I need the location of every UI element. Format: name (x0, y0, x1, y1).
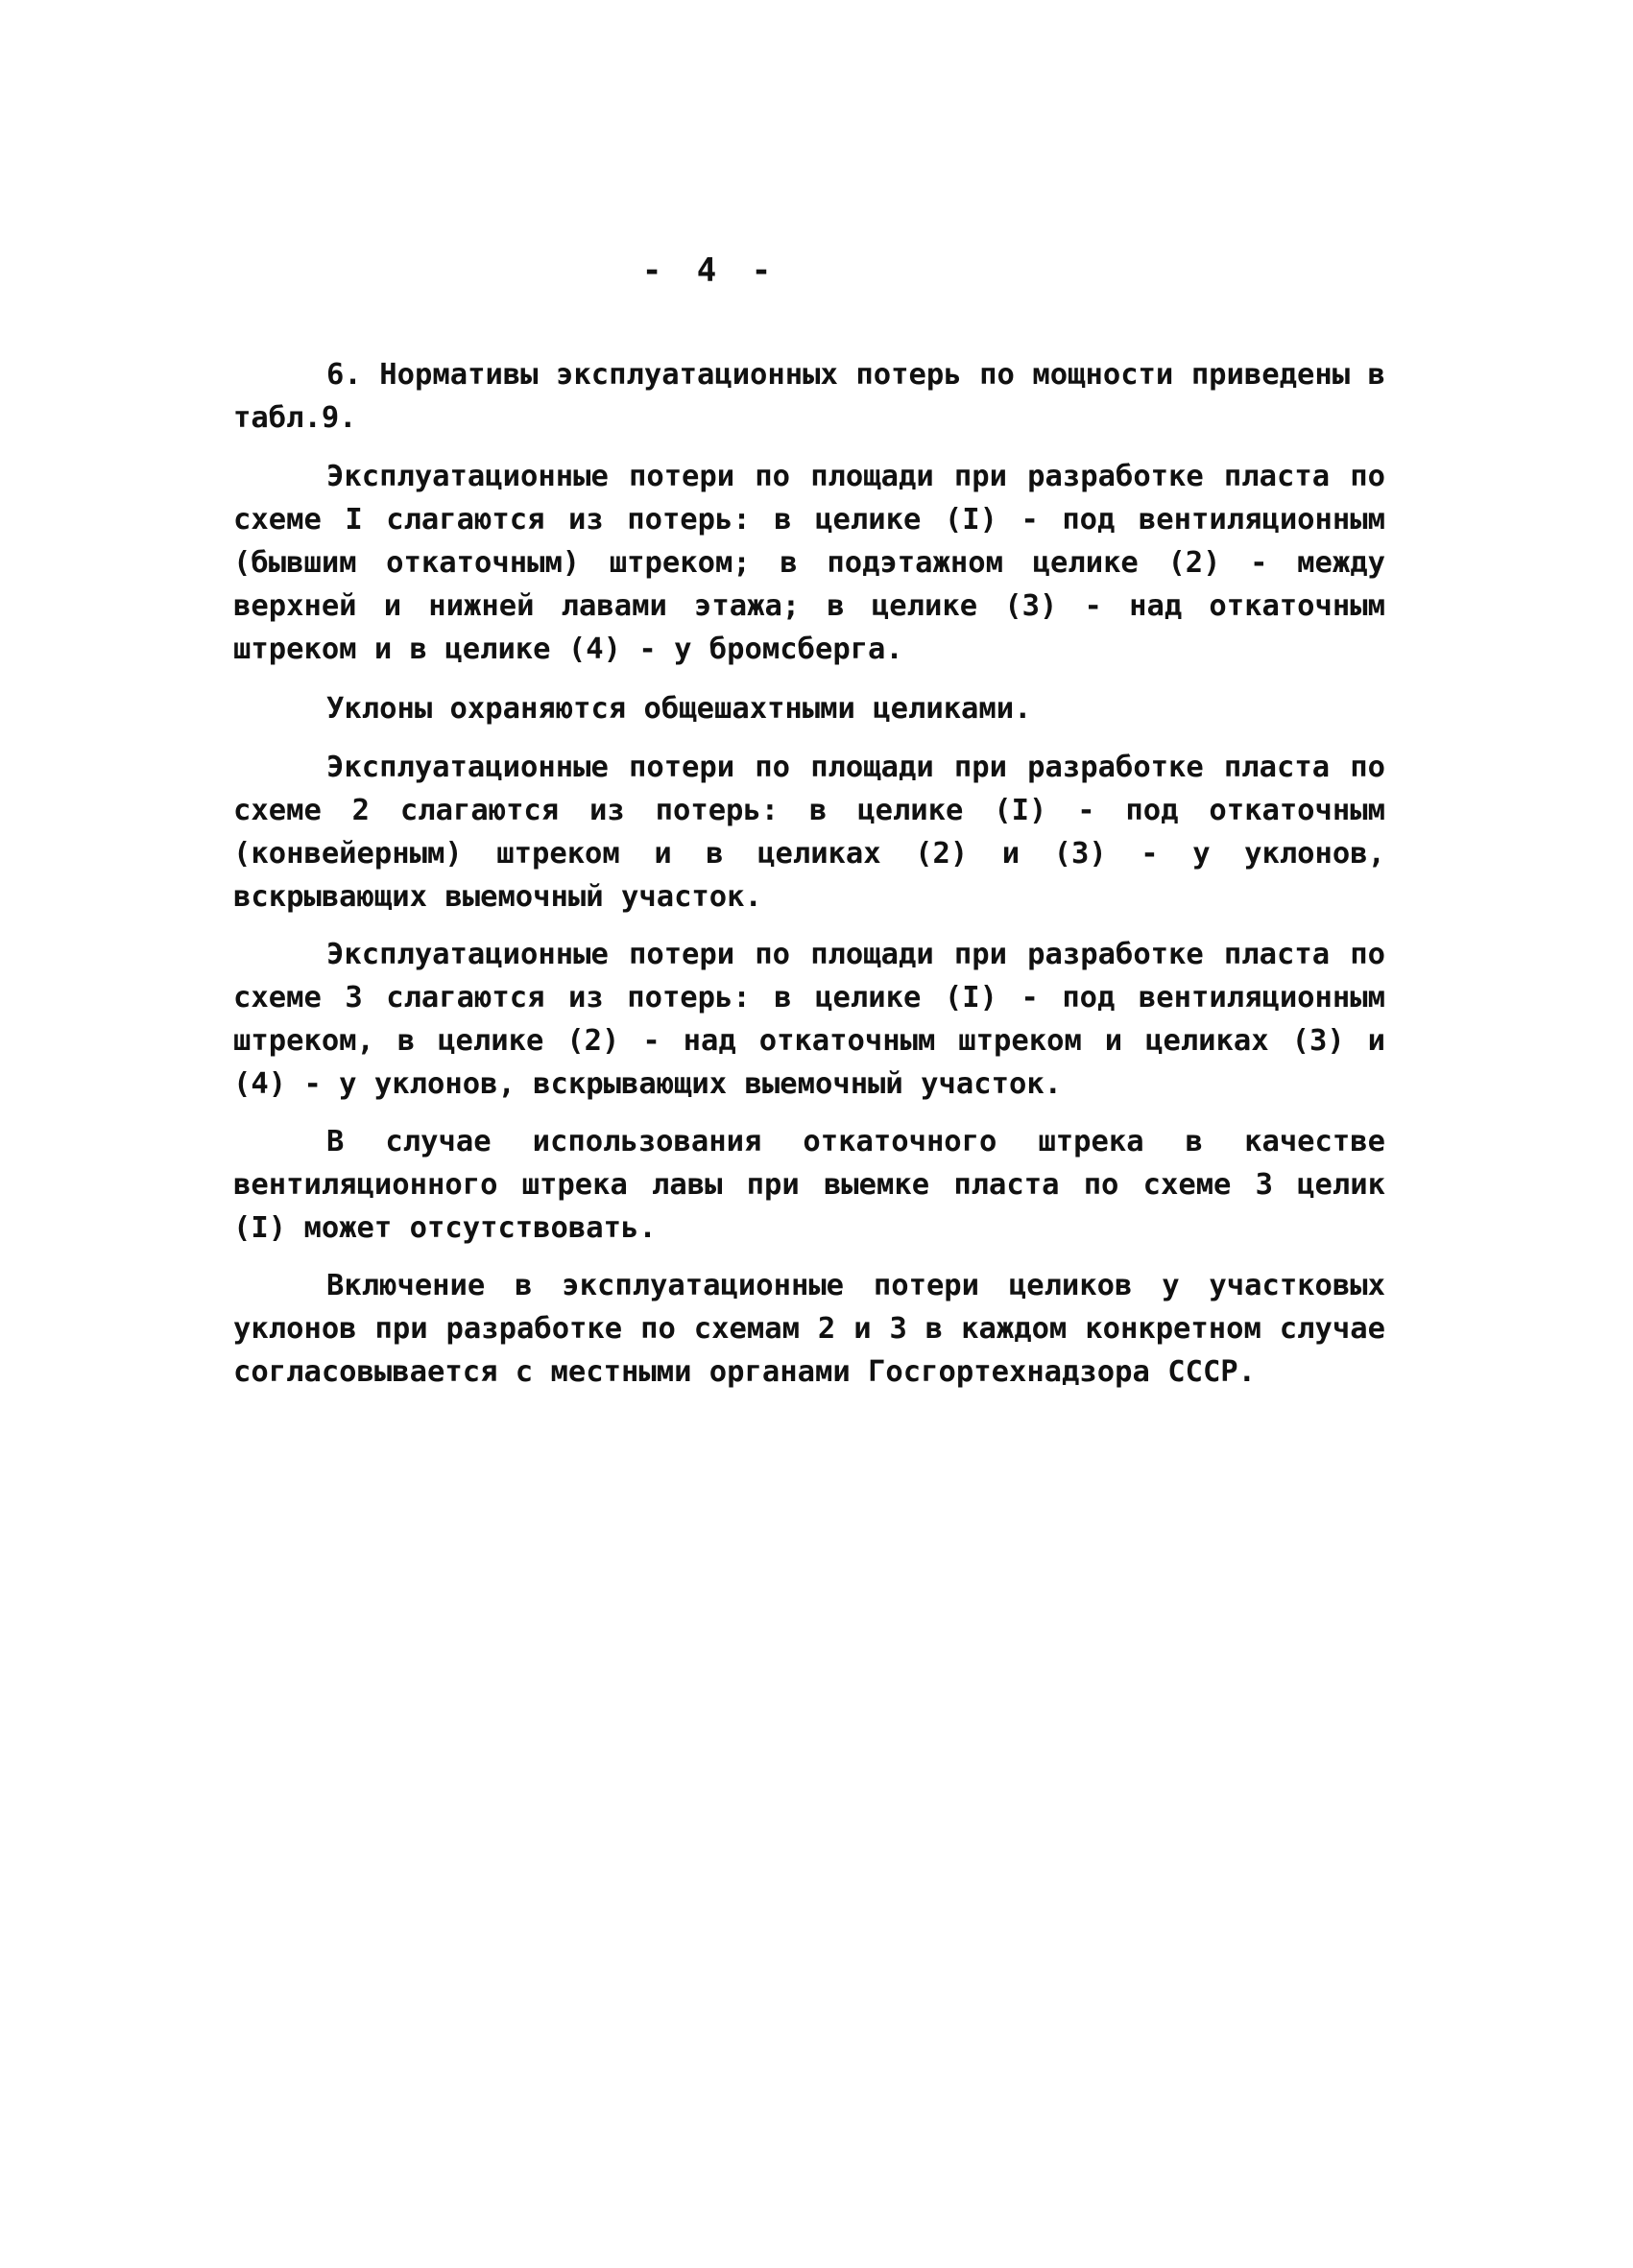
paragraph-norms: 6. Нормативы эксплуатационных потерь по мощности приведены в табл.9. (233, 358, 1385, 435)
paragraph-haulage-drift: В случае использования откаточного штрека в качестве вентиляционного штрека лавы при выемке пласта по схеме 3 целик (I) может отсутствовать. (233, 1125, 1385, 1245)
paragraph-slopes: Уклоны охраняются общешахтными целиками. (326, 692, 1032, 726)
paragraph-scheme-2: Эксплуатационные потери по площади при разработке пласта по схеме 2 слагаются из потерь: в целике (I) - под откаточным (конвейерным) штреком и в целиках (2) и (3) - у уклонов, вскрывающих выемочный участок. (233, 751, 1385, 914)
paragraph-scheme-3: Эксплуатационные потери по площади при разработке пласта по схеме 3 слагаются из потерь: в целике (I) - под вентиляционным штреком, в целике (2) - над откаточным штреком и целиках (3) и (4) - у уклонов, вскрывающих выемочный участок. (233, 938, 1385, 1101)
paragraph-inclusion: Включение в эксплуатационные потери целиков у участковых уклонов при разработке по схемам 2 и 3 в каждом конкретном случае согласовывается с местными органами Госгортехнадзора СССР. (233, 1269, 1385, 1389)
paragraph-scheme-1: Эксплуатационные потери по площади при разработке пласта по схеме I слагаются из потерь: в целике (I) - под вентиляционным (бывшим откаточным) штреком; в подэтажном целике (2) - между верхней и нижней лавами этажа; в целике (3) - над откаточным штреком и в целике (4) - у бромсберга. (233, 460, 1385, 666)
page-number: - 4 - (641, 251, 780, 290)
